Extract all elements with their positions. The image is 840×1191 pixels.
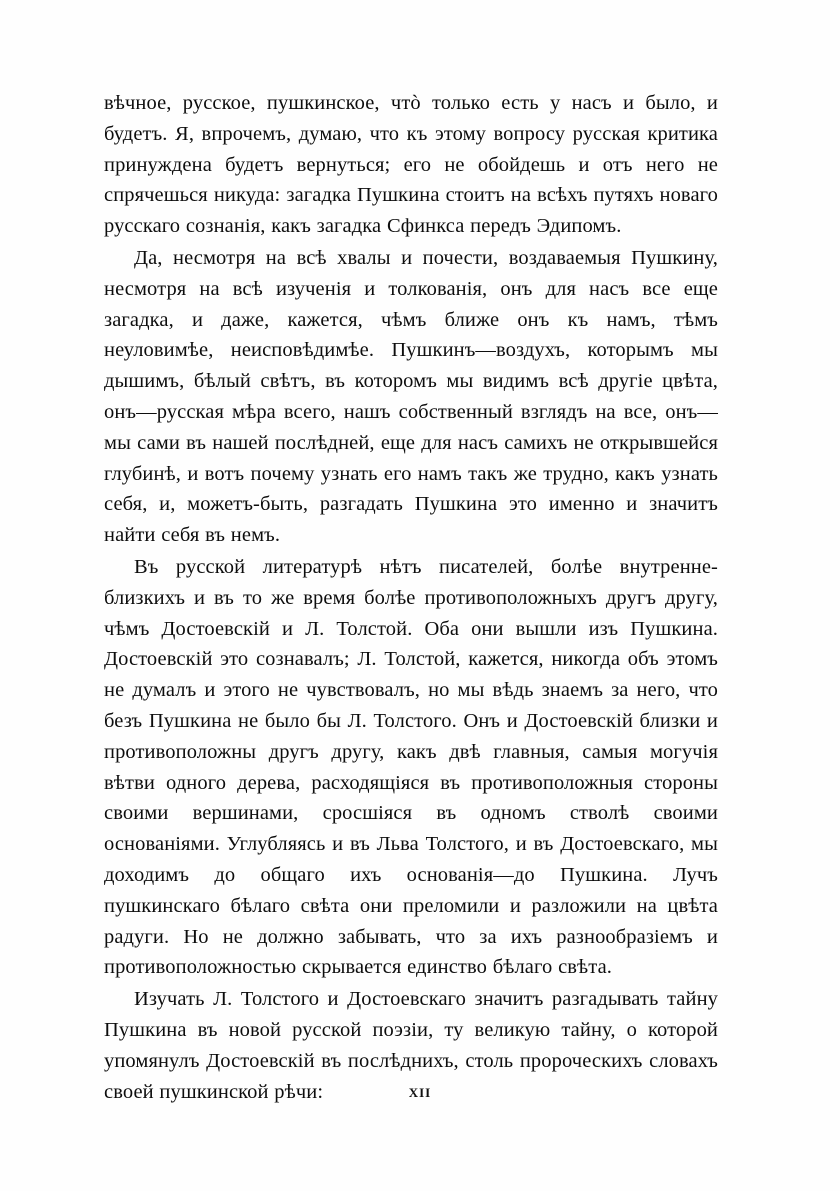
paragraph: Да, несмотря на всѣ хвалы и почести, воздаваемыя Пушкину, несмотря на всѣ изученія и толкованія, онъ для насъ все еще загадка, и даже, кажется, чѣмъ ближе онъ къ намъ, тѣмъ неуловимѣе, неисповѣдимѣе. Пушкинъ—воздухъ, которымъ мы дышимъ, бѣлый свѣтъ, въ которомъ мы видимъ всѣ другіе цвѣта, онъ—русская мѣра всего, нашъ собственный взглядъ на все, онъ—мы сами въ нашей послѣдней, еще для насъ самихъ не открывшейся глубинѣ, и вотъ почему узнать его намъ такъ же трудно, какъ узнать себя, и, можетъ-быть, разгадать Пушкина это именно и значитъ найти себя въ немъ. — [104, 246, 718, 547]
paragraph: Изучать Л. Толстого и Достоевскаго значитъ разгадывать тайну Пушкина въ новой русской поэзіи, ту великую тайну, о которой упомянулъ Достоевскій въ послѣднихъ, столь пророческихъ словахъ своей пушкинской рѣчи: — [104, 988, 718, 1103]
body-text — [104, 88, 718, 1108]
paragraph: вѣчное, русское, пушкинское, чтò только есть у насъ и было, и будетъ. Я, впрочемъ, думаю, что къ этому вопросу русская критика принуждена будетъ вернуться; его не обойдешь и отъ него не спрячешься никуда: загадка Пушкина стоитъ на всѣхъ путяхъ новаго русскаго сознанія, какъ загадка Сфинкса передъ Эдипомъ. — [104, 92, 718, 238]
page-number: XII — [408, 1085, 432, 1100]
paragraph: Въ русской литературѣ нѣтъ писателей, болѣе внутренне-близкихъ и въ то же время болѣе противоположныхъ другъ другу, чѣмъ Достоевскій и Л. Толстой. Оба они вышли изъ Пушкина. Достоевскій это сознавалъ; Л. Толстой, кажется, никогда объ этомъ не думалъ и этого не чувствовалъ, но мы вѣдь знаемъ за него, что безъ Пушкина не было бы Л. Толстого. Онъ и Достоевскій близки и противоположны другъ другу, какъ двѣ главныя, самыя могучія вѣтви одного дерева, расходящіяся въ противоположныя стороны своими вершинами, сросшіяся въ одномъ стволѣ своими основаніями. Углубляясь и въ Льва Толстого, и въ Достоевскаго, мы доходимъ до общаго ихъ основанія—до Пушкина. Лучъ пушкинскаго бѣлаго свѣта они преломили и разложили на цвѣта радуги. Но не должно забывать, что за ихъ разнообразіемъ и противоположностью скрывается единство бѣлаго свѣта. — [104, 555, 718, 979]
